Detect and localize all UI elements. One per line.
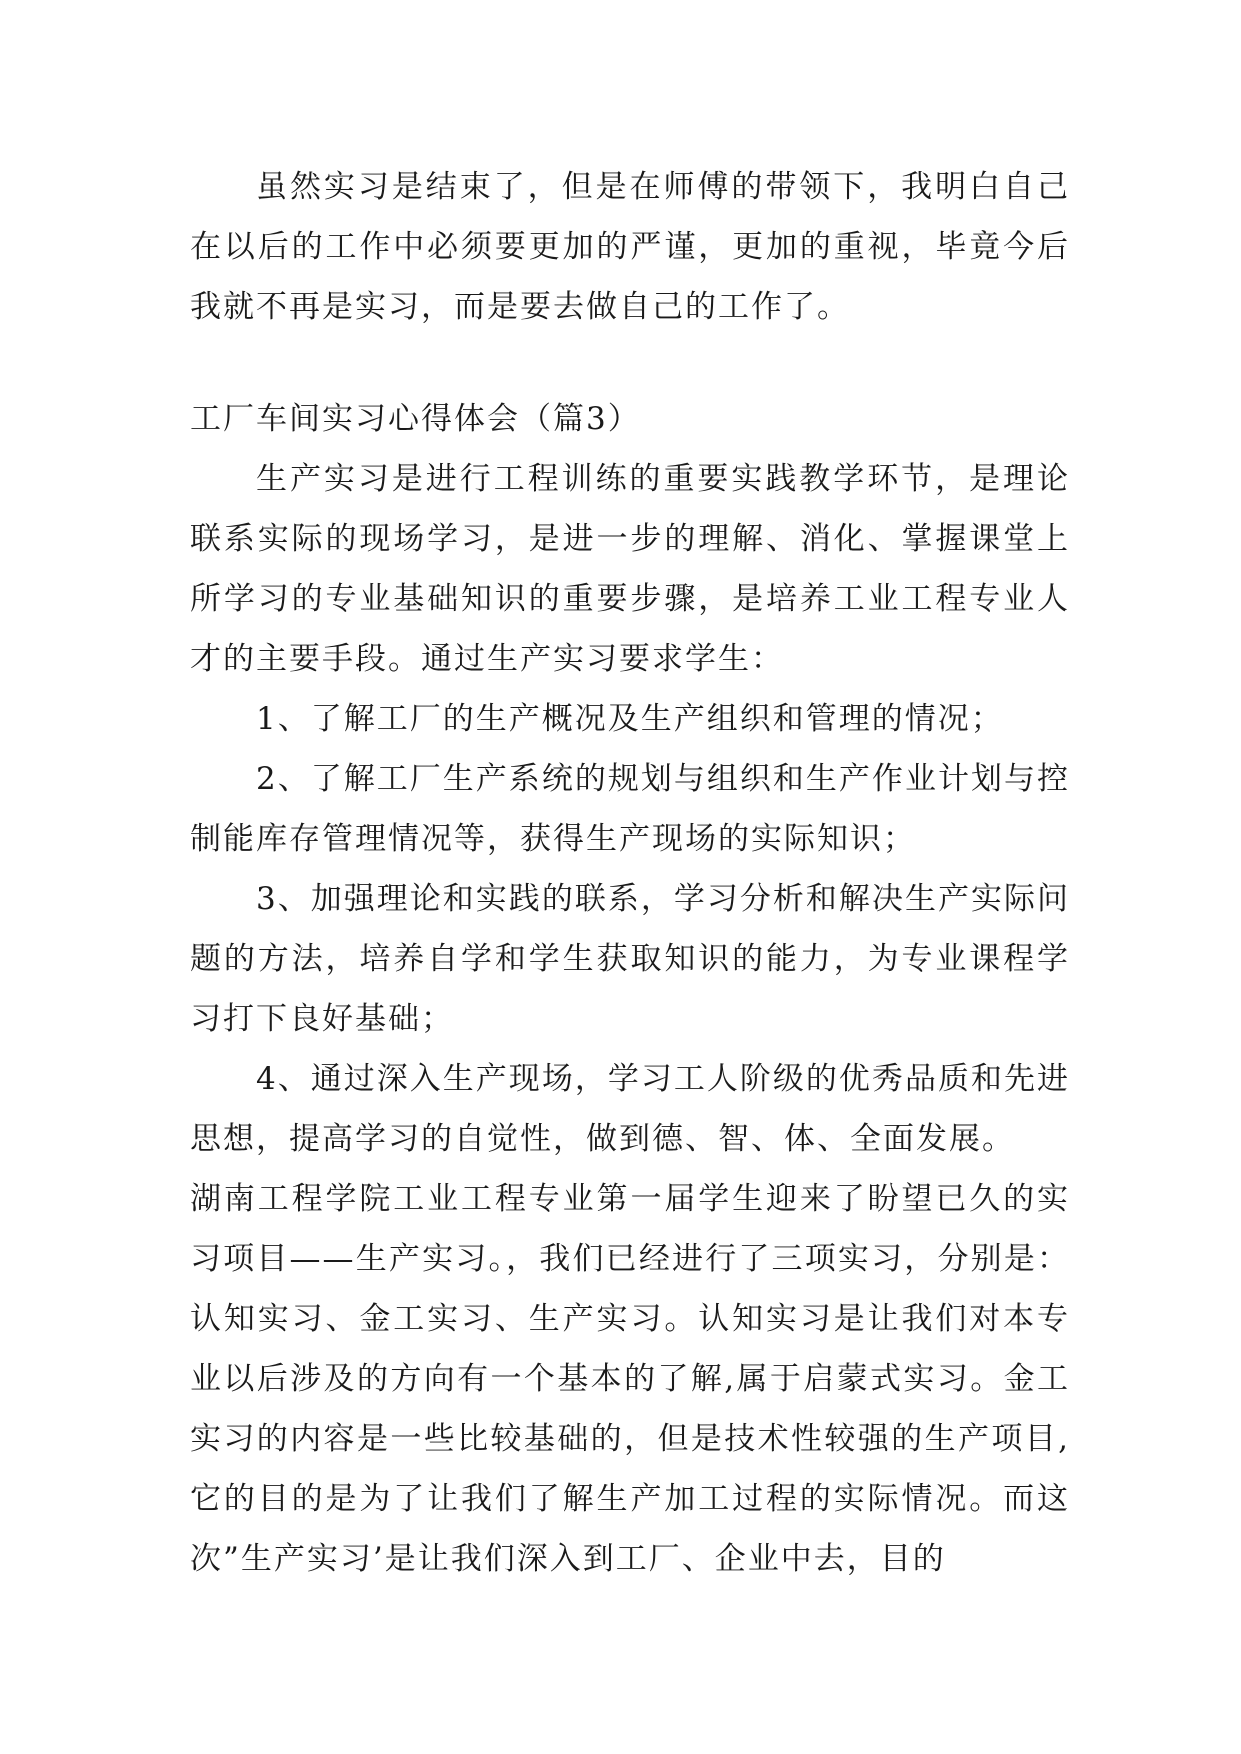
main-section xyxy=(190,389,1070,1589)
paragraph-1: 生产实习是进行工程训练的重要实践教学环节，是理论联系实际的现场学习，是进一步的理解、消化、掌握课堂上所学习的专业基础知识的重要步骤，是培养工业工程专业人才的主要手段。通过生产实习要求学生： xyxy=(190,461,1070,677)
list-item-3: 3、加强理论和实践的联系，学习分析和解决生产实际问题的方法，培养自学和学生获取知识的能力，为专业课程学习打下良好基础； xyxy=(190,881,1070,1037)
section-heading: 工厂车间实习心得体会（篇3） xyxy=(190,401,641,437)
intro-section xyxy=(190,157,1070,337)
list-item-1: 1、了解工厂的生产概况及生产组织和管理的情况； xyxy=(256,701,1004,737)
intro-paragraph: 虽然实习是结束了，但是在师傅的带领下，我明白自己在以后的工作中必须要更加的严谨，更加的重视，毕竟今后我就不再是实习，而是要去做自己的工作了。 xyxy=(190,169,1070,325)
list-item-2: 2、了解工厂生产系统的规划与组织和生产作业计划与控制能库存管理情况等，获得生产现场的实际知识； xyxy=(190,761,1070,857)
list-item-4: 4、通过深入生产现场，学习工人阶级的优秀品质和先进思想，提高学习的自觉性，做到德、智、体、全面发展。 xyxy=(190,1061,1070,1157)
paragraph-2: 湖南工程学院工业工程专业第一届学生迎来了盼望已久的实习项目——生产实习。，我们已经进行了三项实习，分别是：认知实习、金工实习、生产实习。认知实习是让我们对本专业以后涉及的方向有一个基本的了解,属于启蒙式实习。金工实习的内容是一些比较基础的，但是技术性较强的生产项目,它的目的是为了让我们了解生产加工过程的实际情况。而这次”生产实习’是让我们深入到工厂、企业中去，目的 xyxy=(190,1181,1070,1577)
